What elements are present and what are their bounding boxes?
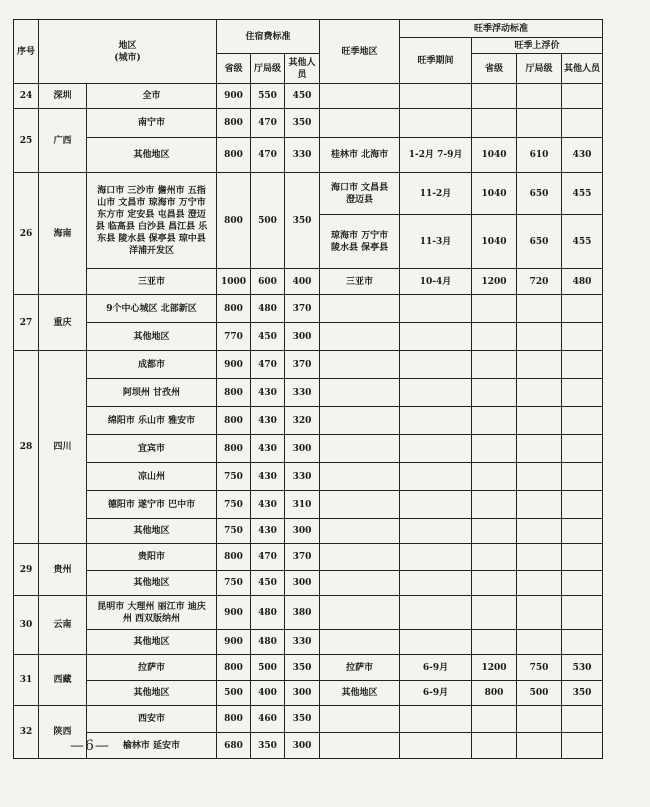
header-peak-upper-price: 旺季上浮价 bbox=[472, 38, 603, 54]
bureau-cell: 500 bbox=[251, 655, 285, 681]
provincial-cell: 900 bbox=[217, 84, 251, 109]
table-row bbox=[14, 571, 603, 596]
others-cell: 370 bbox=[285, 351, 320, 379]
bureau-cell: 500 bbox=[251, 173, 285, 269]
others-cell: 300 bbox=[285, 519, 320, 544]
others-cell: 350 bbox=[285, 706, 320, 733]
table-row bbox=[14, 138, 603, 173]
table-row bbox=[14, 269, 603, 295]
bureau-cell: 430 bbox=[251, 463, 285, 491]
bureau-cell: 430 bbox=[251, 519, 285, 544]
header-peak-provincial: 省级 bbox=[472, 54, 517, 84]
peak-region-cell: 桂林市 北海市 bbox=[320, 138, 400, 173]
others-cell: 370 bbox=[285, 295, 320, 323]
header-region: 地区 (城市) bbox=[39, 20, 217, 84]
table-row bbox=[14, 706, 603, 733]
city-cell: 南宁市 bbox=[87, 109, 217, 138]
table-row bbox=[14, 84, 603, 109]
table-row bbox=[14, 681, 603, 706]
bureau-cell: 600 bbox=[251, 269, 285, 295]
others-cell: 350 bbox=[285, 109, 320, 138]
bureau-cell: 470 bbox=[251, 109, 285, 138]
peak-bureau-cell: 650 bbox=[517, 173, 562, 215]
others-cell: 450 bbox=[285, 84, 320, 109]
peak-bureau-cell: 750 bbox=[517, 655, 562, 681]
provincial-cell: 800 bbox=[217, 295, 251, 323]
others-cell: 330 bbox=[285, 630, 320, 655]
header-provincial: 省级 bbox=[217, 54, 251, 84]
others-cell: 330 bbox=[285, 379, 320, 407]
city-cell: 贵阳市 bbox=[87, 544, 217, 571]
bureau-cell: 550 bbox=[251, 84, 285, 109]
bureau-cell: 450 bbox=[251, 571, 285, 596]
provincial-cell: 800 bbox=[217, 655, 251, 681]
city-cell: 凉山州 bbox=[87, 463, 217, 491]
others-cell: 310 bbox=[285, 491, 320, 519]
row-number: 27 bbox=[14, 295, 39, 351]
city-cell: 全市 bbox=[87, 84, 217, 109]
others-cell: 350 bbox=[285, 173, 320, 269]
peak-bureau-cell: 610 bbox=[517, 138, 562, 173]
table-row bbox=[14, 463, 603, 491]
peak-others-cell: 430 bbox=[562, 138, 603, 173]
table-row bbox=[14, 491, 603, 519]
header-peak-region: 旺季地区 bbox=[320, 20, 400, 84]
row-number: 25 bbox=[14, 109, 39, 173]
provincial-cell: 750 bbox=[217, 571, 251, 596]
city-cell: 其他地区 bbox=[87, 571, 217, 596]
others-cell: 380 bbox=[285, 596, 320, 630]
provincial-cell: 900 bbox=[217, 351, 251, 379]
provincial-cell: 750 bbox=[217, 491, 251, 519]
peak-provincial-cell: 800 bbox=[472, 681, 517, 706]
bureau-cell: 460 bbox=[251, 706, 285, 733]
city-cell: 阿坝州 甘孜州 bbox=[87, 379, 217, 407]
others-cell: 400 bbox=[285, 269, 320, 295]
bureau-cell: 350 bbox=[251, 733, 285, 759]
provincial-cell: 800 bbox=[217, 407, 251, 435]
row-number: 30 bbox=[14, 596, 39, 655]
table-row bbox=[14, 109, 603, 138]
city-cell: 其他地区 bbox=[87, 630, 217, 655]
province-cell: 贵州 bbox=[39, 544, 87, 596]
provincial-cell: 500 bbox=[217, 681, 251, 706]
peak-region-cell: 琼海市 万宁市 陵水县 保亭县 bbox=[320, 215, 400, 269]
table-row bbox=[14, 655, 603, 681]
header-peak-bureau: 厅局级 bbox=[517, 54, 562, 84]
header-bureau: 厅局级 bbox=[251, 54, 285, 84]
peak-region-cell: 拉萨市 bbox=[320, 655, 400, 681]
provincial-cell: 750 bbox=[217, 463, 251, 491]
peak-provincial-cell: 1040 bbox=[472, 138, 517, 173]
provincial-cell: 680 bbox=[217, 733, 251, 759]
provincial-cell: 800 bbox=[217, 138, 251, 173]
province-cell: 海南 bbox=[39, 173, 87, 295]
others-cell: 300 bbox=[285, 733, 320, 759]
peak-others-cell: 455 bbox=[562, 173, 603, 215]
province-cell: 广西 bbox=[39, 109, 87, 173]
city-cell: 昆明市 大理州 丽江市 迪庆州 西双版纳州 bbox=[87, 596, 217, 630]
city-cell: 榆林市 延安市 bbox=[87, 733, 217, 759]
bureau-cell: 430 bbox=[251, 435, 285, 463]
row-number: 24 bbox=[14, 84, 39, 109]
page-number: —6— bbox=[70, 738, 110, 754]
peak-period-cell: 11-3月 bbox=[400, 215, 472, 269]
provincial-cell: 800 bbox=[217, 109, 251, 138]
header-peak-float-standard: 旺季浮动标准 bbox=[400, 20, 603, 38]
city-cell: 其他地区 bbox=[87, 681, 217, 706]
row-number: 28 bbox=[14, 351, 39, 544]
peak-others-cell: 455 bbox=[562, 215, 603, 269]
peak-others-cell: 350 bbox=[562, 681, 603, 706]
lodging-standard-table bbox=[13, 19, 603, 759]
city-cell: 德阳市 遂宁市 巴中市 bbox=[87, 491, 217, 519]
table-row bbox=[14, 379, 603, 407]
province-cell: 西藏 bbox=[39, 655, 87, 706]
others-cell: 300 bbox=[285, 571, 320, 596]
provincial-cell: 900 bbox=[217, 596, 251, 630]
row-number: 29 bbox=[14, 544, 39, 596]
table-row bbox=[14, 519, 603, 544]
peak-provincial-cell: 1040 bbox=[472, 215, 517, 269]
header-peak-others: 其他人员 bbox=[562, 54, 603, 84]
city-cell: 西安市 bbox=[87, 706, 217, 733]
table-row bbox=[14, 351, 603, 379]
peak-region-cell: 其他地区 bbox=[320, 681, 400, 706]
peak-others-cell: 530 bbox=[562, 655, 603, 681]
provincial-cell: 800 bbox=[217, 435, 251, 463]
provincial-cell: 800 bbox=[217, 173, 251, 269]
bureau-cell: 480 bbox=[251, 596, 285, 630]
header-seq: 序号 bbox=[14, 20, 39, 84]
others-cell: 300 bbox=[285, 681, 320, 706]
table-row bbox=[14, 295, 603, 323]
peak-bureau-cell: 650 bbox=[517, 215, 562, 269]
peak-others-cell: 480 bbox=[562, 269, 603, 295]
peak-period-cell: 1-2月 7-9月 bbox=[400, 138, 472, 173]
province-cell: 云南 bbox=[39, 596, 87, 655]
provincial-cell: 800 bbox=[217, 706, 251, 733]
row-number: 32 bbox=[14, 706, 39, 759]
bureau-cell: 470 bbox=[251, 544, 285, 571]
provincial-cell: 750 bbox=[217, 519, 251, 544]
peak-period-cell: 6-9月 bbox=[400, 655, 472, 681]
others-cell: 300 bbox=[285, 435, 320, 463]
table-row bbox=[14, 596, 603, 630]
bureau-cell: 430 bbox=[251, 407, 285, 435]
others-cell: 350 bbox=[285, 655, 320, 681]
provincial-cell: 1000 bbox=[217, 269, 251, 295]
peak-provincial-cell: 1040 bbox=[472, 173, 517, 215]
city-cell: 拉萨市 bbox=[87, 655, 217, 681]
others-cell: 370 bbox=[285, 544, 320, 571]
peak-period-cell: 11-2月 bbox=[400, 173, 472, 215]
city-cell: 9个中心城区 北部新区 bbox=[87, 295, 217, 323]
city-cell: 成都市 bbox=[87, 351, 217, 379]
table-row bbox=[14, 630, 603, 655]
provincial-cell: 770 bbox=[217, 323, 251, 351]
header-lodging-standard: 住宿费标准 bbox=[217, 20, 320, 54]
header-peak-period: 旺季期间 bbox=[400, 38, 472, 84]
peak-bureau-cell: 720 bbox=[517, 269, 562, 295]
peak-period-cell: 6-9月 bbox=[400, 681, 472, 706]
others-cell: 300 bbox=[285, 323, 320, 351]
city-cell: 其他地区 bbox=[87, 519, 217, 544]
city-cell: 海口市 三沙市 儋州市 五指山市 文昌市 琼海市 万宁市 东方市 定安县 屯昌县 澄迈县 临高县 白沙县 昌江县 乐东县 陵水县 保亭县 琼中县 洋浦开发区 bbox=[87, 173, 217, 269]
others-cell: 330 bbox=[285, 463, 320, 491]
bureau-cell: 430 bbox=[251, 379, 285, 407]
city-cell: 其他地区 bbox=[87, 323, 217, 351]
table-row bbox=[14, 435, 603, 463]
header-others: 其他人员 bbox=[285, 54, 320, 84]
city-cell: 其他地区 bbox=[87, 138, 217, 173]
table-row bbox=[14, 323, 603, 351]
others-cell: 320 bbox=[285, 407, 320, 435]
others-cell: 330 bbox=[285, 138, 320, 173]
row-number: 26 bbox=[14, 173, 39, 295]
city-cell: 宜宾市 bbox=[87, 435, 217, 463]
province-cell: 重庆 bbox=[39, 295, 87, 351]
city-cell: 三亚市 bbox=[87, 269, 217, 295]
bureau-cell: 480 bbox=[251, 295, 285, 323]
table-row bbox=[14, 407, 603, 435]
province-cell: 深圳 bbox=[39, 84, 87, 109]
bureau-cell: 450 bbox=[251, 323, 285, 351]
peak-provincial-cell: 1200 bbox=[472, 269, 517, 295]
provincial-cell: 900 bbox=[217, 630, 251, 655]
peak-region-cell: 海口市 文昌县 澄迈县 bbox=[320, 173, 400, 215]
bureau-cell: 480 bbox=[251, 630, 285, 655]
peak-region-cell: 三亚市 bbox=[320, 269, 400, 295]
table-row bbox=[14, 173, 603, 215]
provincial-cell: 800 bbox=[217, 379, 251, 407]
peak-period-cell: 10-4月 bbox=[400, 269, 472, 295]
peak-bureau-cell: 500 bbox=[517, 681, 562, 706]
peak-provincial-cell: 1200 bbox=[472, 655, 517, 681]
bureau-cell: 430 bbox=[251, 491, 285, 519]
row-number: 31 bbox=[14, 655, 39, 706]
bureau-cell: 470 bbox=[251, 138, 285, 173]
table-row bbox=[14, 544, 603, 571]
bureau-cell: 400 bbox=[251, 681, 285, 706]
province-cell: 陕西 bbox=[39, 706, 87, 759]
city-cell: 绵阳市 乐山市 雅安市 bbox=[87, 407, 217, 435]
province-cell: 四川 bbox=[39, 351, 87, 544]
bureau-cell: 470 bbox=[251, 351, 285, 379]
provincial-cell: 800 bbox=[217, 544, 251, 571]
